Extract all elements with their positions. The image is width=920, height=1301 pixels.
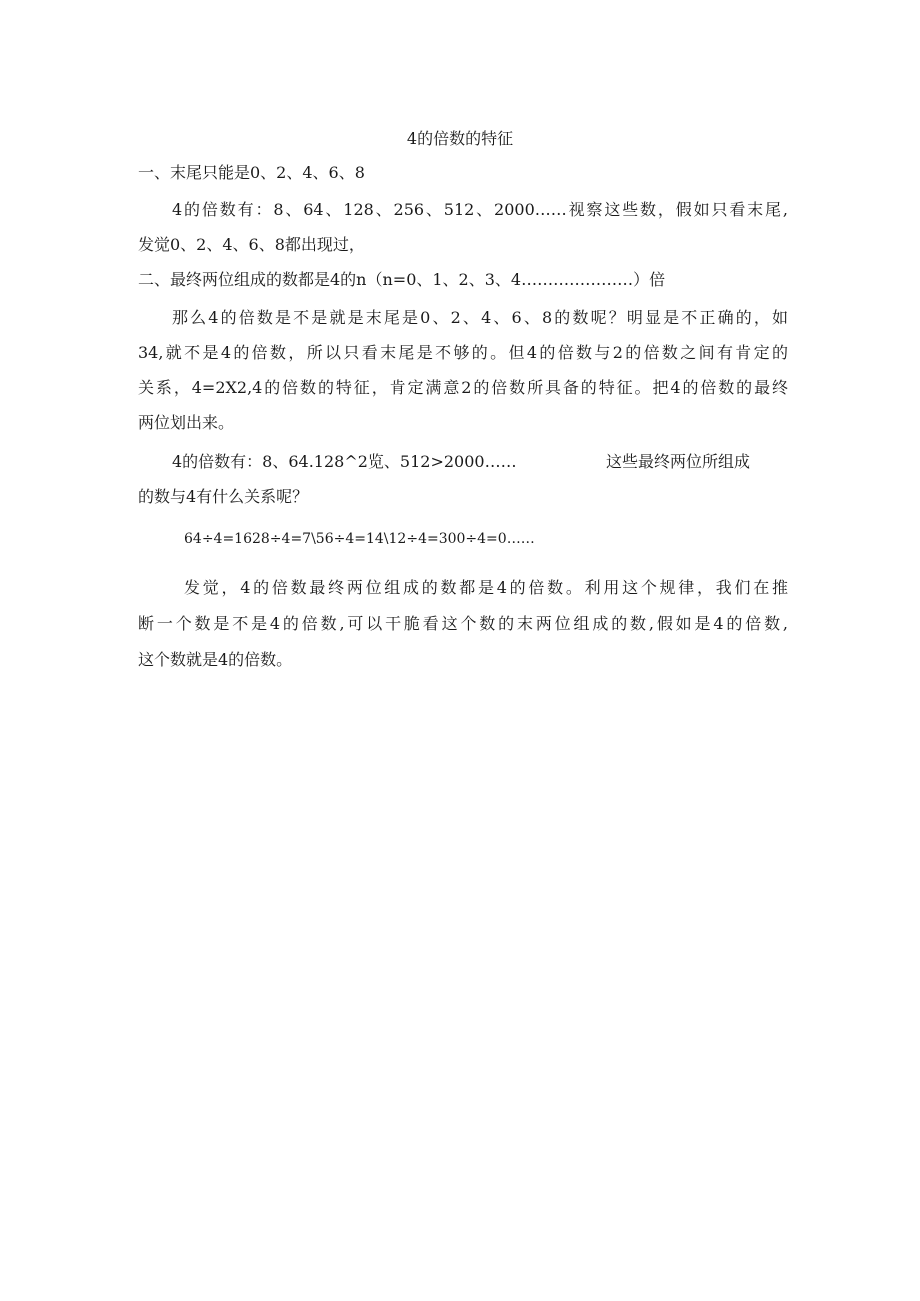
document-title: 4的倍数的特征 [406,129,514,148]
paragraph-1-line-1: 4的倍数有：8、64、128、256、512、2000……视察这些数，假如只看末尾, [172,200,788,219]
paragraph-2-line-3: 关系，4=2X2,4的倍数的特征，肯定满意2的倍数所具备的特征。把4的倍数的最终 [138,378,788,397]
paragraph-4-line-2: 断一个数是不是4的倍数,可以干脆看这个数的末两位组成的数,假如是4的倍数, [138,614,788,633]
paragraph-4-line-3: 这个数就是4的倍数。 [138,650,293,669]
paragraph-3-line-1-left: 4的倍数有：8、64.128^2览、512>2000…… [172,452,517,471]
formula-line: 64÷4=1628÷4=7\56÷4=14\12÷4=300÷4=0…… [184,531,535,547]
section-heading-2: 二、最终两位组成的数都是4的n（n=0、1、2、3、4…………………）倍 [138,270,666,289]
paragraph-3-line-1-right: 这些最终两位所组成 [606,452,751,471]
paragraph-2-line-1: 那么4的倍数是不是就是末尾是0、2、4、6、8的数呢？明显是不正确的，如 [172,308,788,327]
paragraph-1-line-2: 发觉0、2、4、6、8都出现过， [138,235,365,254]
paragraph-2-line-4: 两位划出来。 [138,413,235,432]
section-heading-1: 一、末尾只能是0、2、4、6、8 [138,163,365,182]
paragraph-3-line-2: 的数与4有什么关系呢？ [138,487,309,506]
paragraph-4-line-1: 发觉，4的倍数最终两位组成的数都是4的倍数。利用这个规律，我们在推 [184,578,788,597]
paragraph-2-line-2: 34,就不是4的倍数，所以只看末尾是不够的。但4的倍数与2的倍数之间有肯定的 [138,343,788,362]
